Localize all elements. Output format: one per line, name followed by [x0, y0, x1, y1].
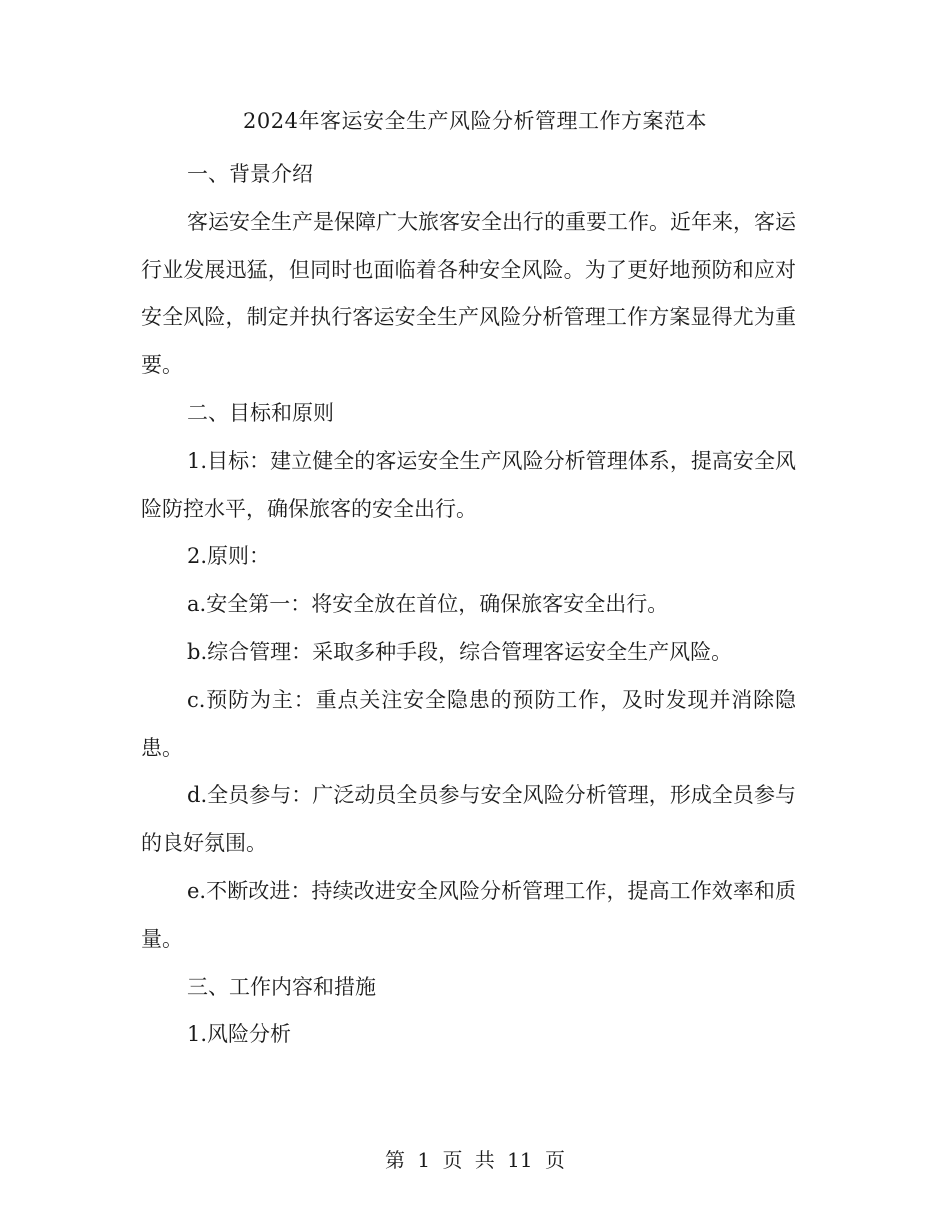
document-title: 2024年客运安全生产风险分析管理工作方案范本	[243, 109, 707, 133]
paragraph-principles: 2.原则：	[187, 544, 271, 569]
list-item-principle-c: c.预防为主：重点关注安全隐患的预防工作，及时发现并消除隐患。	[141, 687, 796, 760]
list-item-principle-e: e.不断改进：持续改进安全风险分析管理工作，提高工作效率和质量。	[141, 878, 796, 951]
page-footer: 第 1 页 共 11 页	[385, 1148, 565, 1172]
paragraph-background: 客运安全生产是保障广大旅客安全出行的重要工作。近年来，客运行业发展迅猛，但同时也面临着各种安全风险。为了更好地预防和应对安全风险，制定并执行客运安全生产风险分析管理工作方案显得尤为重要。	[141, 209, 796, 378]
list-item-principle-b: b.综合管理：采取多种手段，综合管理客运安全生产风险。	[187, 639, 733, 664]
list-item-principle-a: a.安全第一：将安全放在首位，确保旅客安全出行。	[187, 592, 669, 617]
section-heading-work: 三、工作内容和措施	[187, 974, 376, 999]
section-heading-background: 一、背景介绍	[187, 162, 313, 186]
paragraph-goal: 1.目标：建立健全的客运安全生产风险分析管理体系，提高安全风险防控水平，确保旅客的安全出行。	[141, 448, 796, 521]
list-item-principle-d: d.全员参与：广泛动员全员参与安全风险分析管理，形成全员参与的良好氛围。	[141, 783, 796, 856]
subsection-heading-risk-analysis: 1.风险分析	[187, 1022, 292, 1047]
document-body	[141, 151, 796, 1059]
section-heading-goals: 二、目标和原则	[187, 400, 334, 425]
